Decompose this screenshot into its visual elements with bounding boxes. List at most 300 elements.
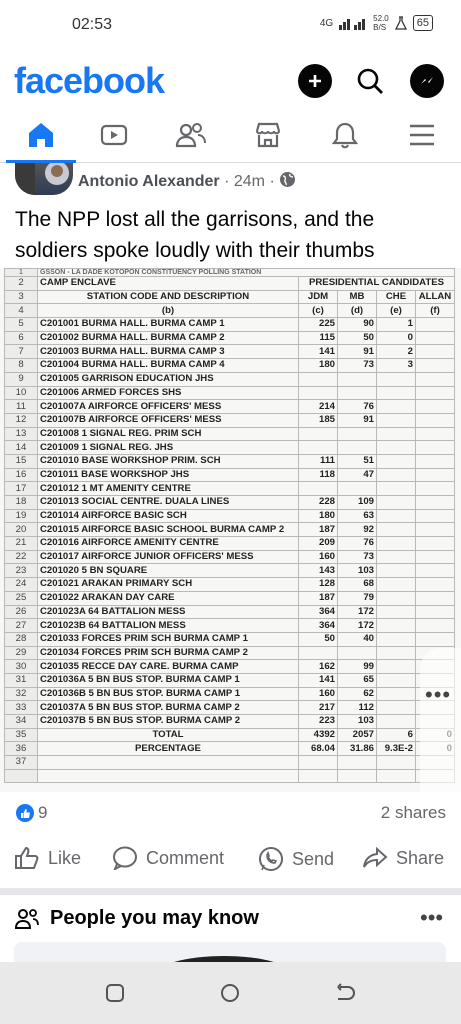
image-overlay-pill [420, 648, 461, 792]
station-description: C201015 AIRFORCE BASIC SCHOOL BURMA CAMP 2 [38, 523, 299, 537]
mb-votes [338, 441, 377, 455]
mb-votes: 91 [338, 413, 377, 427]
column-header: (f) [416, 304, 455, 318]
empty-cell [38, 769, 299, 783]
empty-cell [5, 769, 38, 783]
row-number: 28 [5, 632, 38, 646]
status-time: 02:53 [72, 16, 113, 33]
row-number: 12 [5, 413, 38, 427]
summary-jdm: 4392 [299, 728, 338, 742]
status-icons [320, 14, 433, 32]
mb-votes: 79 [338, 591, 377, 605]
sheet-title: GSSON - LA DADE KOTOPON CONSTITUENCY POLLING STATION [38, 269, 455, 277]
table-row [5, 646, 455, 660]
che-votes [377, 591, 416, 605]
summary-mb: 31.86 [338, 742, 377, 756]
jdm-votes: 225 [299, 318, 338, 332]
messenger-icon [418, 72, 436, 90]
row-number: 5 [5, 318, 38, 332]
mb-votes: 50 [338, 331, 377, 345]
jdm-votes: 364 [299, 605, 338, 619]
allan-votes [416, 441, 455, 455]
profile-photo-icon [15, 163, 73, 195]
che-votes [377, 701, 416, 715]
table-row [5, 331, 455, 345]
jdm-votes: 214 [299, 400, 338, 414]
mb-votes: 109 [338, 496, 377, 510]
table-row [5, 359, 455, 373]
empty-cell [299, 756, 338, 770]
summary-label: TOTAL [38, 728, 299, 742]
row-number: 10 [5, 386, 38, 400]
empty-cell [377, 769, 416, 783]
marketplace-icon [253, 120, 283, 150]
mb-votes: 103 [338, 564, 377, 578]
station-description: C201023B 64 BATTALION MESS [38, 619, 299, 633]
jdm-votes [299, 427, 338, 441]
allan-votes [416, 482, 455, 496]
jdm-votes: 143 [299, 564, 338, 578]
allan-votes [416, 523, 455, 537]
post-time: · 24m · [224, 173, 275, 190]
table-row [5, 660, 455, 674]
avatar[interactable] [15, 163, 73, 195]
tab-friends[interactable] [152, 110, 228, 160]
share-button[interactable] [362, 846, 444, 870]
column-header: STATION CODE AND DESCRIPTION [38, 290, 299, 304]
candidates-group-header: PRESIDENTIAL CANDIDATES [299, 277, 455, 291]
table-row [5, 564, 455, 578]
reaction-count[interactable]: 9 [38, 803, 48, 822]
mb-votes: 103 [338, 715, 377, 729]
share-count[interactable]: 2 shares [380, 803, 446, 822]
share-label: Share [396, 847, 445, 868]
jdm-votes [299, 372, 338, 386]
row-number: 7 [5, 345, 38, 359]
che-votes [377, 386, 416, 400]
mb-votes: 90 [338, 318, 377, 332]
row-number: 14 [5, 441, 38, 455]
main-nav [0, 110, 461, 163]
jdm-votes: 187 [299, 523, 338, 537]
pymk-more-icon[interactable]: ••• [420, 905, 444, 930]
mb-votes [338, 427, 377, 441]
che-votes [377, 482, 416, 496]
row-number: 4 [5, 304, 38, 318]
row-number: 36 [5, 742, 38, 756]
table-row [5, 318, 455, 332]
empty-cell [377, 756, 416, 770]
station-description: C201022 ARAKAN DAY CARE [38, 591, 299, 605]
row-number: 2 [5, 277, 38, 291]
sheet-header-row [5, 304, 455, 318]
station-description: C201021 ARAKAN PRIMARY SCH [38, 578, 299, 592]
mb-votes: 92 [338, 523, 377, 537]
station-description: C201001 BURMA HALL. BURMA CAMP 1 [38, 318, 299, 332]
summary-mb: 2057 [338, 728, 377, 742]
row-number: 32 [5, 687, 38, 701]
column-header: (e) [377, 304, 416, 318]
empty-cell [299, 769, 338, 783]
che-votes [377, 441, 416, 455]
che-votes [377, 673, 416, 687]
station-description: C201023A 64 BATTALION MESS [38, 605, 299, 619]
allan-votes [416, 564, 455, 578]
row-number: 27 [5, 619, 38, 633]
row-number: 37 [5, 756, 38, 770]
mb-votes: 112 [338, 701, 377, 715]
tab-menu[interactable] [384, 110, 460, 160]
row-number: 24 [5, 578, 38, 592]
che-votes [377, 564, 416, 578]
allan-votes [416, 468, 455, 482]
station-description: C201033 FORCES PRIM SCH BURMA CAMP 1 [38, 632, 299, 646]
station-description: C201007A AIRFORCE OFFICERS' MESS [38, 400, 299, 414]
allan-votes [416, 359, 455, 373]
che-votes [377, 413, 416, 427]
jdm-votes [299, 482, 338, 496]
row-number: 29 [5, 646, 38, 660]
jdm-votes: 185 [299, 413, 338, 427]
station-description: C201004 BURMA HALL. BURMA CAMP 4 [38, 359, 299, 373]
home-icon [26, 120, 56, 150]
row-number: 35 [5, 728, 38, 742]
che-votes [377, 537, 416, 551]
more-options-icon[interactable]: ••• [425, 682, 452, 707]
che-votes [377, 523, 416, 537]
che-votes [377, 605, 416, 619]
station-description: C201016 AIRFORCE AMENITY CENTRE [38, 537, 299, 551]
sheet-header-row [5, 290, 455, 304]
row-number: 9 [5, 372, 38, 386]
station-description: C201011 BASE WORKSHOP JHS [38, 468, 299, 482]
station-description: C201014 AIRFORCE BASIC SCH [38, 509, 299, 523]
jdm-votes: 180 [299, 509, 338, 523]
facebook-logo[interactable]: facebook [14, 60, 165, 101]
che-votes [377, 687, 416, 701]
table-row [5, 550, 455, 564]
che-votes [377, 496, 416, 510]
table-row [5, 537, 455, 551]
table-row [5, 496, 455, 510]
table-row [5, 578, 455, 592]
che-votes [377, 619, 416, 633]
sheet-title-row [5, 269, 455, 277]
mb-votes: 76 [338, 400, 377, 414]
mb-votes [338, 372, 377, 386]
allan-votes [416, 619, 455, 633]
jdm-votes: 141 [299, 673, 338, 687]
row-number: 31 [5, 673, 38, 687]
column-header: (d) [338, 304, 377, 318]
plus-icon [307, 73, 323, 89]
mb-votes: 65 [338, 673, 377, 687]
search-icon [356, 67, 384, 95]
che-votes [377, 660, 416, 674]
mb-votes: 51 [338, 454, 377, 468]
allan-votes [416, 345, 455, 359]
jdm-votes: 160 [299, 550, 338, 564]
station-description: C201009 1 SIGNAL REG. JHS [38, 441, 299, 455]
allan-votes [416, 372, 455, 386]
row-number: 3 [5, 290, 38, 304]
allan-votes [416, 413, 455, 427]
app-header [0, 52, 461, 110]
send-button[interactable] [258, 846, 334, 872]
tab-home[interactable] [3, 110, 79, 160]
pymk-card[interactable] [14, 942, 446, 964]
tab-notifications[interactable] [307, 110, 383, 160]
mb-votes: 172 [338, 619, 377, 633]
allan-votes [416, 496, 455, 510]
table-row [5, 427, 455, 441]
table-row [5, 523, 455, 537]
empty-row [5, 769, 455, 783]
row-number: 22 [5, 550, 38, 564]
whatsapp-icon [258, 846, 284, 872]
post-meta [78, 171, 296, 191]
table-row [5, 591, 455, 605]
column-header: MB [338, 290, 377, 304]
camp-enclave-label: CAMP ENCLAVE [38, 277, 299, 291]
jdm-votes: 228 [299, 496, 338, 510]
column-header: (c) [299, 304, 338, 318]
table-row [5, 386, 455, 400]
create-button[interactable] [298, 64, 332, 98]
che-votes [377, 427, 416, 441]
column-header: JDM [299, 290, 338, 304]
station-description: C201034 FORCES PRIM SCH BURMA CAMP 2 [38, 646, 299, 660]
station-description: C201036B 5 BN BUS STOP. BURMA CAMP 1 [38, 687, 299, 701]
allan-votes [416, 509, 455, 523]
summary-che: 6 [377, 728, 416, 742]
row-number: 30 [5, 660, 38, 674]
summary-row [5, 742, 455, 756]
column-header: (b) [38, 304, 299, 318]
column-header: ALLAN [416, 290, 455, 304]
table-row [5, 632, 455, 646]
station-description: C201036A 5 BN BUS STOP. BURMA CAMP 1 [38, 673, 299, 687]
allan-votes [416, 632, 455, 646]
like-reaction-icon[interactable] [16, 804, 34, 822]
row-number: 20 [5, 523, 38, 537]
jdm-votes: 180 [299, 359, 338, 373]
row-number: 16 [5, 468, 38, 482]
jdm-votes [299, 441, 338, 455]
station-description: C201037A 5 BN BUS STOP. BURMA CAMP 2 [38, 701, 299, 715]
reactions-bar [0, 796, 461, 832]
table-row [5, 413, 455, 427]
menu-icon [408, 123, 436, 147]
row-number: 13 [5, 427, 38, 441]
system-nav-bar [0, 962, 461, 1024]
jdm-votes: 118 [299, 468, 338, 482]
che-votes: 2 [377, 345, 416, 359]
table-row [5, 454, 455, 468]
jdm-votes [299, 386, 338, 400]
mb-votes [338, 646, 377, 660]
row-number: 11 [5, 400, 38, 414]
spreadsheet-table [4, 268, 455, 783]
network-label: 4G [319, 17, 334, 29]
comment-label: Comment [146, 847, 225, 868]
back-icon[interactable] [334, 982, 356, 1004]
jdm-votes [299, 646, 338, 660]
che-votes [377, 715, 416, 729]
station-description: C201037B 5 BN BUS STOP. BURMA CAMP 2 [38, 715, 299, 729]
table-row [5, 605, 455, 619]
allan-votes [416, 386, 455, 400]
network-speed: 52.0 B/S [373, 14, 389, 32]
jdm-votes: 50 [299, 632, 338, 646]
summary-label: PERCENTAGE [38, 742, 299, 756]
status-bar [0, 0, 461, 52]
pymk-title: People you may know [50, 907, 259, 929]
jdm-votes: 115 [299, 331, 338, 345]
station-description: C201005 GARRISON EDUCATION JHS [38, 372, 299, 386]
che-votes [377, 454, 416, 468]
post-author[interactable]: Antonio Alexander [78, 173, 220, 190]
table-row [5, 441, 455, 455]
station-description: C201020 5 BN SQUARE [38, 564, 299, 578]
empty-cell [338, 756, 377, 770]
row-number: 25 [5, 591, 38, 605]
jdm-votes: 223 [299, 715, 338, 729]
sheet-row [5, 277, 455, 291]
station-description: C201003 BURMA HALL. BURMA CAMP 3 [38, 345, 299, 359]
row-number: 17 [5, 482, 38, 496]
che-votes [377, 400, 416, 414]
post-image-spreadsheet[interactable] [0, 268, 461, 792]
allan-votes [416, 605, 455, 619]
che-votes: 0 [377, 331, 416, 345]
mb-votes: 47 [338, 468, 377, 482]
station-description: C201017 AIRFORCE JUNIOR OFFICERS' MESS [38, 550, 299, 564]
che-votes: 3 [377, 359, 416, 373]
home-button-icon[interactable] [219, 982, 241, 1004]
table-row [5, 701, 455, 715]
mb-votes [338, 482, 377, 496]
che-votes [377, 509, 416, 523]
mb-votes: 62 [338, 687, 377, 701]
allan-votes [416, 591, 455, 605]
table-row [5, 482, 455, 496]
mb-votes: 91 [338, 345, 377, 359]
empty-cell [38, 756, 299, 770]
station-description: C201002 BURMA HALL. BURMA CAMP 2 [38, 331, 299, 345]
column-header: CHE [377, 290, 416, 304]
row-number: 33 [5, 701, 38, 715]
mb-votes: 76 [338, 537, 377, 551]
row-number: 15 [5, 454, 38, 468]
che-votes [377, 578, 416, 592]
globe-icon [279, 171, 296, 188]
table-row [5, 372, 455, 386]
mb-votes: 73 [338, 359, 377, 373]
friends-icon [174, 120, 206, 150]
tab-video[interactable] [76, 110, 152, 160]
share-icon [362, 846, 388, 870]
mb-votes: 99 [338, 660, 377, 674]
mb-votes: 63 [338, 509, 377, 523]
jdm-votes: 162 [299, 660, 338, 674]
allan-votes [416, 537, 455, 551]
allan-votes [416, 578, 455, 592]
tab-marketplace[interactable] [230, 110, 306, 160]
empty-cell [338, 769, 377, 783]
signal-icon [339, 16, 367, 30]
summary-che: 9.3E-2 [377, 742, 416, 756]
row-number: 19 [5, 509, 38, 523]
recent-apps-icon[interactable] [104, 982, 126, 1004]
battery-indicator: 65 [413, 15, 433, 31]
station-description: C201012 1 MT AMENITY CENTRE [38, 482, 299, 496]
empty-row [5, 756, 455, 770]
che-votes [377, 550, 416, 564]
mb-votes [338, 386, 377, 400]
post-header [0, 163, 461, 199]
che-votes [377, 372, 416, 386]
table-row [5, 509, 455, 523]
messenger-button[interactable] [410, 64, 444, 98]
row-number: 21 [5, 537, 38, 551]
allan-votes [416, 550, 455, 564]
table-row [5, 715, 455, 729]
friends-icon [14, 907, 40, 931]
send-label: Send [292, 848, 335, 869]
jdm-votes: 209 [299, 537, 338, 551]
table-row [5, 687, 455, 701]
allan-votes [416, 331, 455, 345]
post-text: The NPP lost all the garrisons, and the soldiers spoke loudly with their thumbs [15, 208, 375, 262]
jdm-votes: 364 [299, 619, 338, 633]
allan-votes [416, 454, 455, 468]
comment-icon [112, 846, 138, 870]
like-button[interactable] [14, 846, 81, 870]
post-actions [0, 838, 461, 886]
jdm-votes: 187 [299, 591, 338, 605]
summary-jdm: 68.04 [299, 742, 338, 756]
thumbs-up-icon [14, 846, 40, 870]
station-description: C201006 ARMED FORCES SHS [38, 386, 299, 400]
jdm-votes: 217 [299, 701, 338, 715]
row-number: 26 [5, 605, 38, 619]
feed-divider [0, 888, 461, 895]
station-description: C201008 1 SIGNAL REG. PRIM SCH [38, 427, 299, 441]
table-row [5, 468, 455, 482]
table-row [5, 400, 455, 414]
comment-button[interactable] [112, 846, 224, 870]
station-description: C201010 BASE WORKSHOP PRIM. SCH [38, 454, 299, 468]
table-row [5, 619, 455, 633]
mb-votes: 73 [338, 550, 377, 564]
table-row [5, 673, 455, 687]
allan-votes [416, 400, 455, 414]
row-number: 8 [5, 359, 38, 373]
jdm-votes: 141 [299, 345, 338, 359]
like-label: Like [48, 847, 82, 868]
allan-votes [416, 427, 455, 441]
che-votes: 1 [377, 318, 416, 332]
mb-votes: 172 [338, 605, 377, 619]
notifications-icon [330, 120, 360, 150]
search-button[interactable] [353, 64, 387, 98]
che-votes [377, 632, 416, 646]
summary-row [5, 728, 455, 742]
jdm-votes: 128 [299, 578, 338, 592]
flask-icon [395, 16, 407, 30]
row-number: 1 [5, 269, 38, 277]
